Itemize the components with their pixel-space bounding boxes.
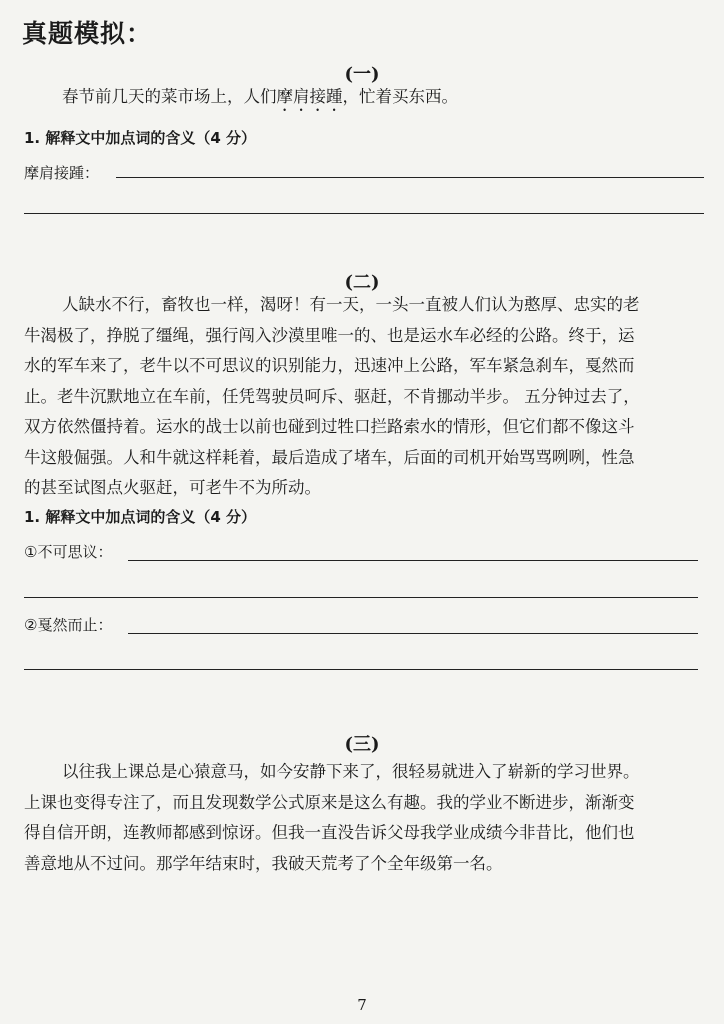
page-title: 真题模拟： xyxy=(22,19,153,48)
section-3-line: 善意地从不过问。那学年结束时，我破天荒考了个全年级第一名。 xyxy=(24,853,503,873)
section-1-answer-label: 摩肩接踵： xyxy=(24,164,100,182)
section-1-answer-line-1[interactable] xyxy=(116,177,704,178)
section-2-answer-line-3[interactable] xyxy=(128,633,698,634)
section-2-line: 牛渴极了，挣脱了缰绳，强行闯入沙漠里唯一的、也是运水车必经的公路。终于，运 xyxy=(24,325,635,345)
section-2-question: 1. 解释文中加点词的含义（4 分） xyxy=(24,508,257,526)
section-3-paragraph xyxy=(24,757,640,879)
section-2-answer-line-2[interactable] xyxy=(24,597,698,598)
section-2-answer-label-2: ②戛然而止： xyxy=(24,616,113,634)
section-2-line: 水的军车来了，老牛以不可思议的识别能力，迅速冲上公路，军车紧急刹车，戛然而 xyxy=(24,356,635,375)
section-1-text-before: 春节前几天的菜市场上，人们 xyxy=(62,87,277,106)
section-3-line: 得自信开朗，连教师都感到惊讶。但我一直没告诉父母我学业成绩今非昔比，他们也 xyxy=(24,823,635,842)
dotted-word-moujianjiezhong: 摩肩接踵 xyxy=(276,87,343,106)
section-1-paragraph xyxy=(24,82,458,115)
section-3-line: 上课也变得专注了，而且发现数学公式原来是这么有趣。我的学业不断进步，渐渐变 xyxy=(24,792,635,812)
section-3-heading: (三) xyxy=(344,734,380,755)
section-2-answer-label-1: ①不可思议： xyxy=(24,543,113,561)
section-2-line: 牛这般倔强。人和牛就这样耗着，最后造成了堵车，后面的司机开始骂骂咧咧，性急 xyxy=(24,447,635,467)
section-2-line: 双方依然僵持着。运水的战士以前也碰到过牲口拦路索水的情形，但它们都不像这斗 xyxy=(24,417,635,436)
section-2-answer-line-4[interactable] xyxy=(24,669,698,670)
section-3-line: 以往我上课总是心猿意马，如今安静下来了，很轻易就进入了崭新的学习世界。 xyxy=(62,762,640,781)
section-2-paragraph xyxy=(24,290,640,504)
section-1-question: 1. 解释文中加点词的含义（4 分） xyxy=(24,129,257,147)
section-2-answer-line-1[interactable] xyxy=(128,560,698,561)
section-2-heading: (二) xyxy=(344,272,380,293)
section-1-text-after: ，忙着买东西。 xyxy=(342,87,458,106)
section-1-answer-line-2[interactable] xyxy=(24,213,704,214)
section-2-line: 的甚至试图点火驱赶，可老牛不为所动。 xyxy=(24,478,321,497)
section-2-line: 人缺水不行，畜牧也一样，渴呀！有一天，一头一直被人们认为憨厚、忠实的老 xyxy=(62,295,640,314)
section-2-line: 止。老牛沉默地立在车前，任凭驾驶员呵斥、驱赶，不肯挪动半步。 五分钟过去了， xyxy=(24,386,640,406)
page-number: 7 xyxy=(357,996,367,1014)
section-1-heading: (一) xyxy=(344,64,380,85)
